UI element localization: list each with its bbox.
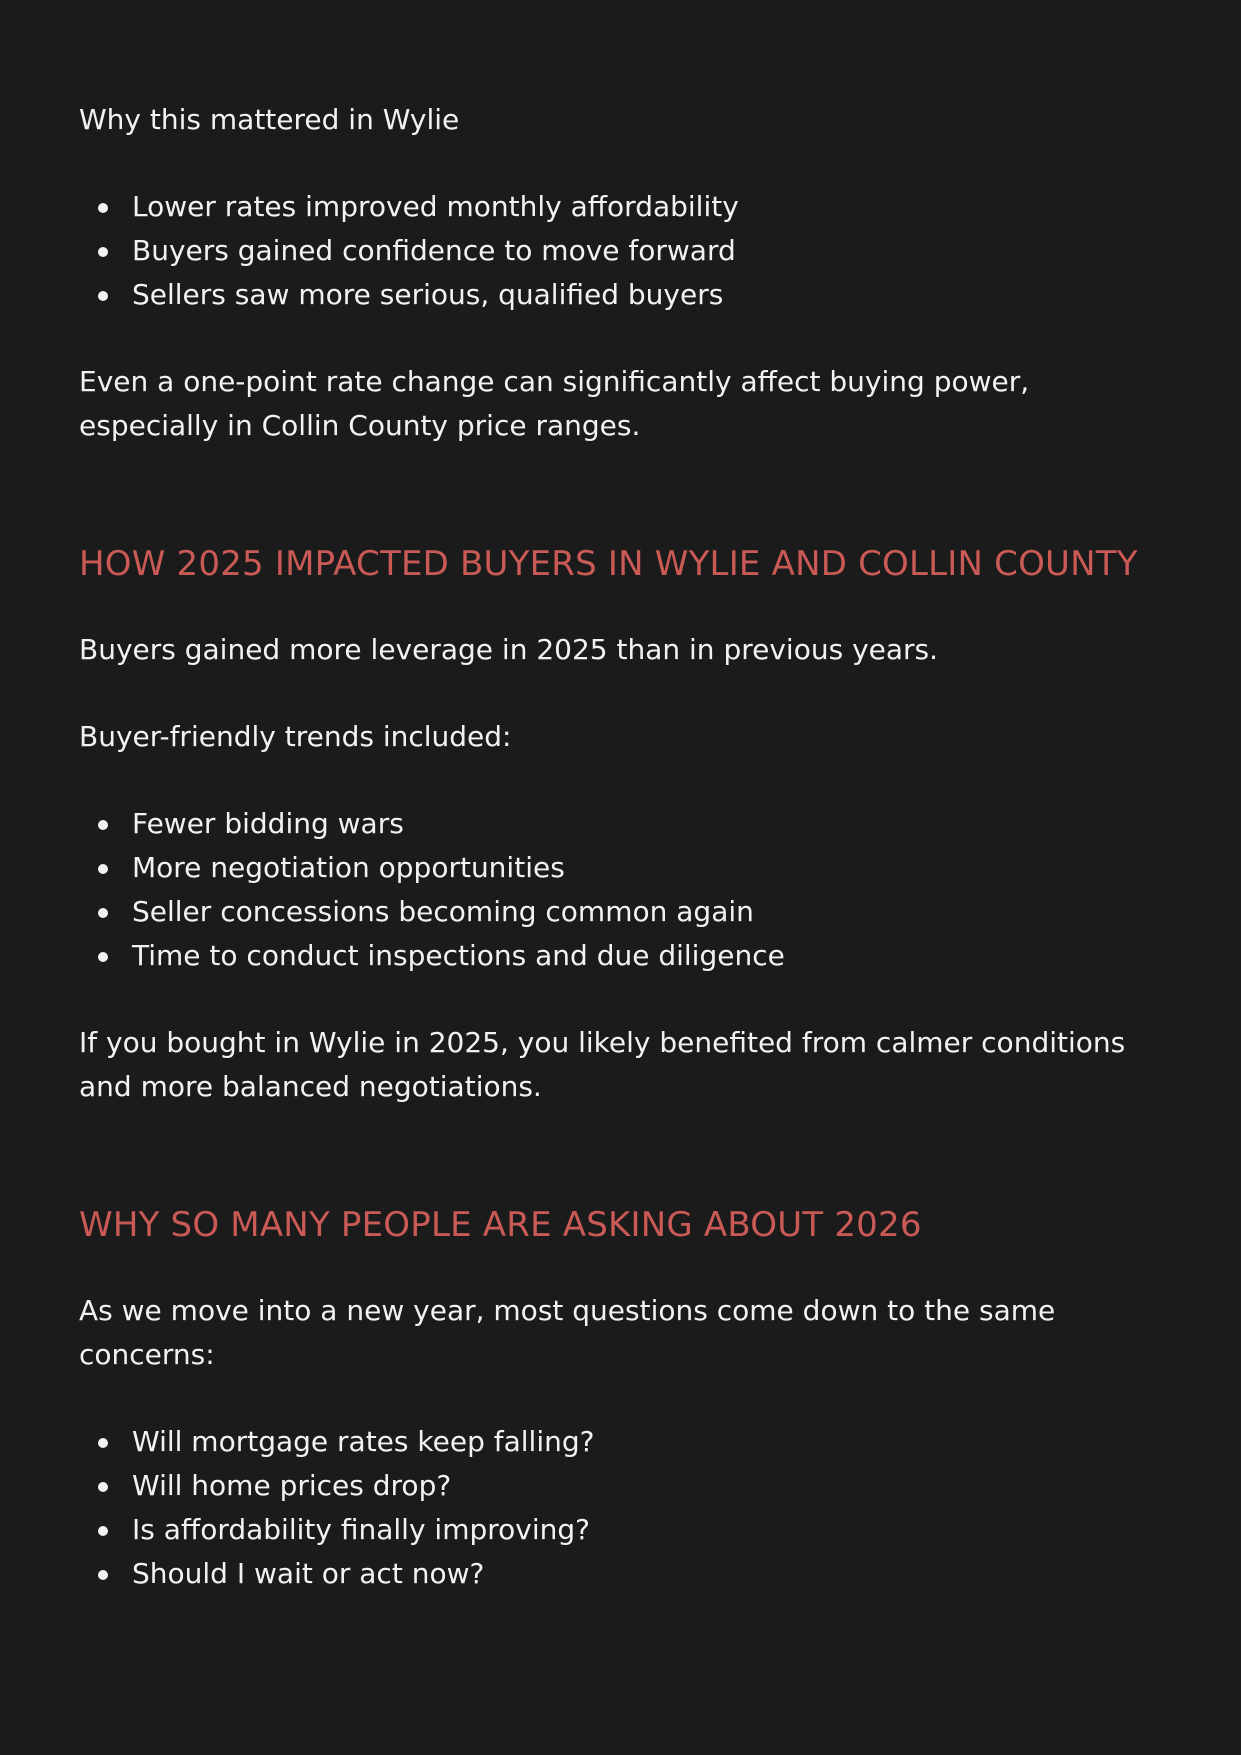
list-item-text: Lower rates improved monthly affordability: [132, 190, 739, 223]
bullet-icon: [98, 952, 108, 962]
section-heading-2025-buyers: HOW 2025 IMPACTED BUYERS IN WYLIE AND COLLIN COUNTY: [79, 544, 1138, 584]
list-item: [79, 1420, 1169, 1464]
bullet-icon: [98, 291, 108, 301]
bullet-icon: [98, 1526, 108, 1536]
list-item: [79, 1508, 1169, 1552]
list-item-text: Is affordability finally improving?: [132, 1513, 590, 1546]
bullet-icon: [98, 864, 108, 874]
bullet-icon: [98, 1570, 108, 1580]
list-item: [79, 890, 1169, 934]
list-item: [79, 802, 1169, 846]
bullet-icon: [98, 908, 108, 918]
paragraph-2025-benefit: If you bought in Wylie in 2025, you likely benefited from calmer conditions and more balanced negotiations.: [79, 1026, 1126, 1103]
list-item-text: Will mortgage rates keep falling?: [132, 1425, 595, 1458]
paragraph-buyer-leverage: Buyers gained more leverage in 2025 than in previous years.: [79, 633, 939, 666]
bullet-icon: [98, 1438, 108, 1448]
list-item: [79, 1464, 1169, 1508]
list-item-text: More negotiation opportunities: [132, 851, 565, 884]
list-item: [79, 1552, 1169, 1596]
article-body: [79, 98, 1169, 1596]
list-item-text: Fewer bidding wars: [132, 807, 404, 840]
list-item-text: Seller concessions becoming common again: [132, 895, 754, 928]
section-intro: Why this mattered in Wylie: [79, 103, 460, 136]
list-item-text: Time to conduct inspections and due diligence: [132, 939, 785, 972]
list-item: [79, 846, 1169, 890]
section-heading-2026-questions: WHY SO MANY PEOPLE ARE ASKING ABOUT 2026: [79, 1205, 922, 1245]
bullet-list-why-mattered: [79, 185, 1169, 317]
bullet-icon: [98, 203, 108, 213]
bullet-icon: [98, 247, 108, 257]
list-item: [79, 273, 1169, 317]
bullet-icon: [98, 820, 108, 830]
bullet-list-buyer-trends: [79, 802, 1169, 978]
bullet-icon: [98, 1482, 108, 1492]
list-item: [79, 229, 1169, 273]
list-item-text: Should I wait or act now?: [132, 1557, 485, 1590]
bullet-list-2026-questions: [79, 1420, 1169, 1596]
paragraph-concerns-intro: As we move into a new year, most questions come down to the same concerns:: [79, 1294, 1056, 1371]
paragraph-rate-change: Even a one-point rate change can significantly affect buying power, especially in Collin County price ranges.: [79, 365, 1030, 442]
list-item-text: Buyers gained confidence to move forward: [132, 234, 736, 267]
list-item: [79, 185, 1169, 229]
list-item-text: Will home prices drop?: [132, 1469, 452, 1502]
list-item-text: Sellers saw more serious, qualified buyers: [132, 278, 724, 311]
list-item: [79, 934, 1169, 978]
paragraph-trends-intro: Buyer-friendly trends included:: [79, 720, 512, 753]
